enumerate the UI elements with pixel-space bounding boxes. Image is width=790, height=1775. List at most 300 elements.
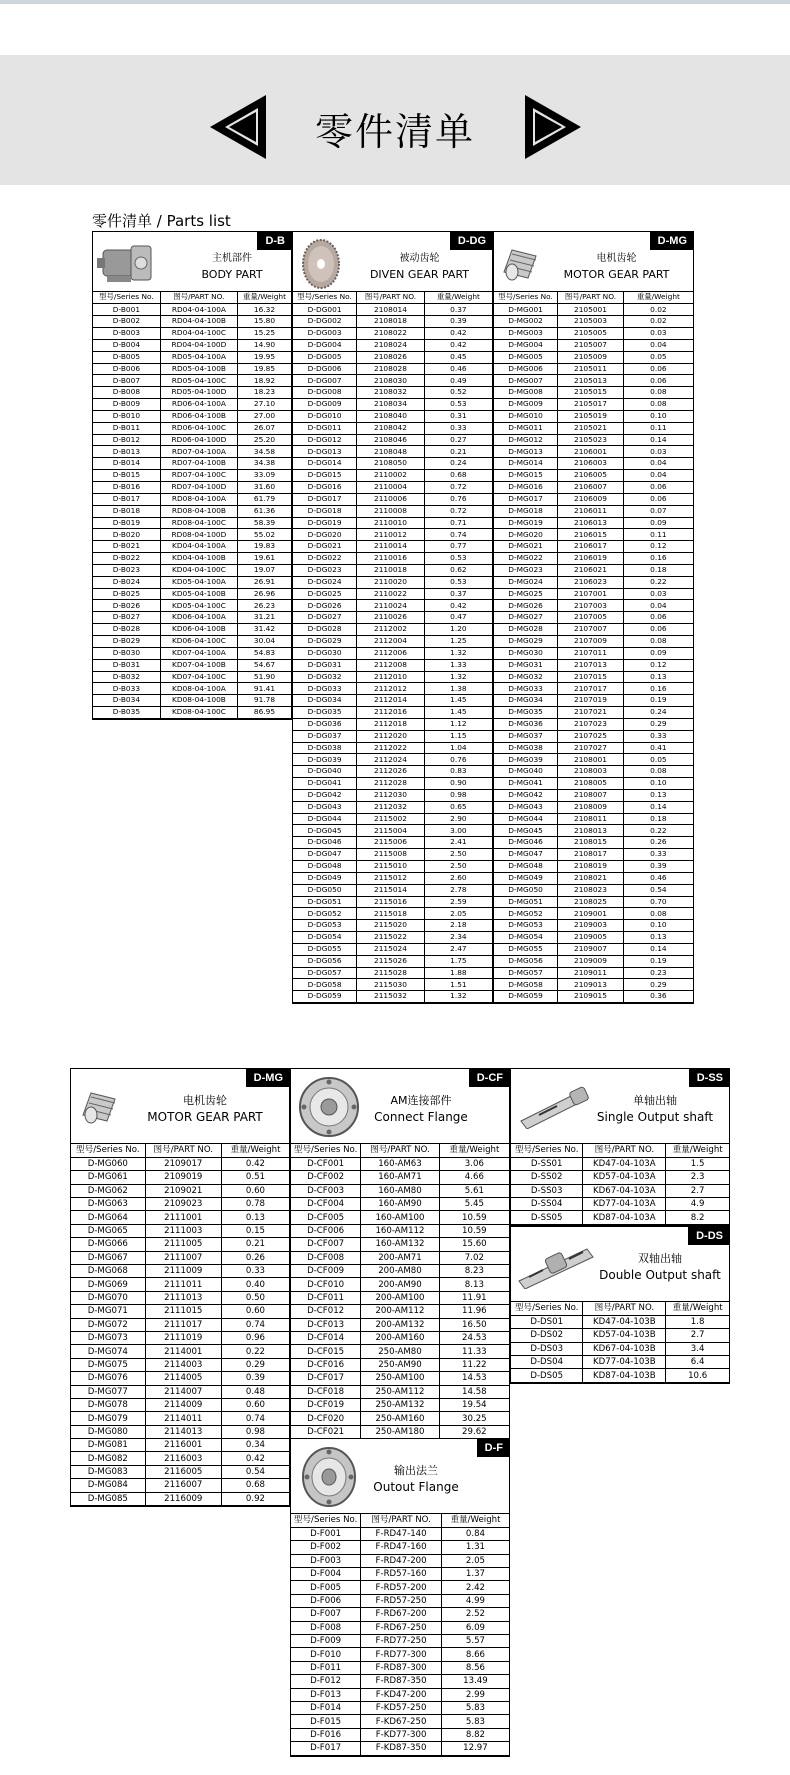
cell-series-no: D-B011 — [93, 422, 160, 434]
cell-series-no: D-MG028 — [494, 624, 558, 636]
table-row — [494, 529, 693, 541]
cell-weight: 3.4 — [666, 1342, 729, 1355]
table-row — [93, 351, 291, 363]
cell-series-no: D-CF002 — [291, 1171, 361, 1184]
top-rule — [0, 0, 790, 4]
cell-weight: 10.6 — [666, 1369, 729, 1382]
cell-weight: 0.24 — [623, 707, 693, 719]
cell-series-no: D-DG037 — [293, 730, 357, 742]
cell-part-no: 2111009 — [145, 1265, 221, 1278]
panel-header — [93, 232, 291, 292]
cell-weight: 0.40 — [221, 1278, 289, 1291]
cell-weight: 1.5 — [666, 1157, 729, 1170]
cell-part-no: KD06-04-100C — [160, 635, 237, 647]
cell-part-no: RD05-04-100C — [160, 375, 237, 387]
cell-series-no: D-DG046 — [293, 837, 357, 849]
table-row — [494, 683, 693, 695]
cell-series-no: D-DG059 — [293, 991, 357, 1003]
cell-weight: 8.82 — [441, 1728, 509, 1741]
cell-part-no: RD08-04-100B — [160, 505, 237, 517]
cell-series-no: D-MG035 — [494, 707, 558, 719]
table-row — [293, 896, 492, 908]
table-row — [93, 695, 291, 707]
cell-series-no: D-B009 — [93, 399, 160, 411]
cell-part-no: 2116003 — [145, 1452, 221, 1465]
cell-series-no: D-SS04 — [511, 1198, 583, 1211]
table-row — [291, 1372, 509, 1385]
table-row — [291, 1635, 509, 1648]
panel-title-en: DIVEN GEAR PART — [369, 267, 470, 281]
cell-series-no: D-MG027 — [494, 612, 558, 624]
cell-part-no: 2107015 — [558, 671, 624, 683]
table-row — [293, 707, 492, 719]
cell-weight: 0.76 — [424, 754, 492, 766]
cell-series-no: D-DG054 — [293, 932, 357, 944]
cell-weight: 0.47 — [424, 612, 492, 624]
next-arrow-icon[interactable] — [525, 95, 581, 159]
cell-series-no: D-MG054 — [494, 932, 558, 944]
table-row — [511, 1315, 729, 1328]
cell-part-no: 250-AM100 — [361, 1372, 439, 1385]
cell-weight: 0.19 — [623, 695, 693, 707]
cell-part-no: 2108003 — [558, 766, 624, 778]
cell-weight: 10.59 — [439, 1224, 509, 1237]
cell-series-no: D-B020 — [93, 529, 160, 541]
cell-series-no: D-F007 — [291, 1608, 361, 1621]
cell-weight: 2.41 — [424, 837, 492, 849]
cell-weight: 0.39 — [221, 1372, 289, 1385]
panel-code: D-CF — [469, 1069, 509, 1087]
table-row — [293, 339, 492, 351]
cell-part-no: 250-AM132 — [361, 1398, 439, 1411]
cell-part-no: 2114011 — [145, 1412, 221, 1425]
table-row — [494, 316, 693, 328]
cell-series-no: D-MG064 — [71, 1211, 145, 1224]
panel-title-en: Connect Flange — [374, 1109, 468, 1124]
cell-part-no: KD87-04-103B — [583, 1369, 666, 1382]
cell-weight: 54.83 — [238, 647, 291, 659]
cell-series-no: D-DG040 — [293, 766, 357, 778]
cell-series-no: D-F011 — [291, 1661, 361, 1674]
table-row — [93, 659, 291, 671]
cell-part-no: 2106011 — [558, 505, 624, 517]
cell-weight: 0.60 — [221, 1398, 289, 1411]
cell-weight: 1.38 — [424, 683, 492, 695]
cell-weight: 91.78 — [238, 695, 291, 707]
table-row — [494, 493, 693, 505]
cell-part-no: 2108011 — [558, 813, 624, 825]
table-row — [71, 1331, 289, 1344]
cell-weight: 0.53 — [424, 553, 492, 565]
cell-series-no: D-MG025 — [494, 588, 558, 600]
cell-weight: 0.13 — [623, 932, 693, 944]
panel-header — [494, 232, 693, 292]
table-row — [293, 742, 492, 754]
panel-header — [511, 1227, 729, 1302]
cell-weight: 1.12 — [424, 718, 492, 730]
table-row — [291, 1648, 509, 1661]
cell-weight: 0.36 — [623, 991, 693, 1003]
panel-motor-gear-continued — [70, 1068, 290, 1507]
cell-series-no: D-MG084 — [71, 1479, 145, 1492]
table-row — [71, 1305, 289, 1318]
cell-part-no: 2108009 — [558, 801, 624, 813]
cell-series-no: D-DG024 — [293, 576, 357, 588]
table-row — [494, 872, 693, 884]
cell-part-no: 2111019 — [145, 1331, 221, 1344]
cell-part-no: KD06-04-100B — [160, 624, 237, 636]
table-row — [71, 1465, 289, 1478]
table-row — [293, 943, 492, 955]
cell-weight: 1.32 — [424, 991, 492, 1003]
cell-series-no: D-CF018 — [291, 1385, 361, 1398]
cell-series-no: D-B013 — [93, 446, 160, 458]
table-row — [293, 825, 492, 837]
cell-series-no: D-B026 — [93, 600, 160, 612]
cell-part-no: 2106021 — [558, 564, 624, 576]
table-row — [511, 1184, 729, 1197]
cell-series-no: D-CF007 — [291, 1238, 361, 1251]
cell-series-no: D-MG075 — [71, 1358, 145, 1371]
cell-series-no: D-B024 — [93, 576, 160, 588]
table-row — [71, 1452, 289, 1465]
table-row — [93, 387, 291, 399]
cell-part-no: 2111017 — [145, 1318, 221, 1331]
cell-part-no: 2112030 — [357, 789, 425, 801]
cell-series-no: D-CF014 — [291, 1331, 361, 1344]
cell-part-no: 2105017 — [558, 399, 624, 411]
table-row — [293, 920, 492, 932]
cell-weight: 0.21 — [221, 1238, 289, 1251]
table-row — [93, 399, 291, 411]
table-row — [494, 884, 693, 896]
cell-series-no: D-DG019 — [293, 517, 357, 529]
cell-part-no: 160-AM100 — [361, 1211, 439, 1224]
cell-weight: 34.38 — [238, 458, 291, 470]
cell-weight: 0.68 — [424, 470, 492, 482]
table-row — [71, 1238, 289, 1251]
cell-weight: 0.33 — [623, 849, 693, 861]
cell-part-no: 200-AM100 — [361, 1291, 439, 1304]
banner-title: 零件清单 — [314, 110, 475, 154]
cell-part-no: 2112006 — [357, 647, 425, 659]
cell-part-no: KD05-04-100A — [160, 576, 237, 588]
table-row — [71, 1385, 289, 1398]
cell-weight: 19.83 — [238, 541, 291, 553]
table-row — [293, 564, 492, 576]
cell-weight: 18.23 — [238, 387, 291, 399]
cell-weight: 0.14 — [623, 943, 693, 955]
cell-part-no: 2106001 — [558, 446, 624, 458]
cell-weight: 0.09 — [623, 647, 693, 659]
cell-part-no: RD08-04-100A — [160, 493, 237, 505]
table-row — [293, 671, 492, 683]
cell-series-no: D-MG006 — [494, 363, 558, 375]
table-row — [93, 600, 291, 612]
cell-series-no: D-DG035 — [293, 707, 357, 719]
cell-series-no: D-MG058 — [494, 979, 558, 991]
table-row — [291, 1581, 509, 1594]
cell-weight: 3.00 — [424, 825, 492, 837]
cell-series-no: D-MG012 — [494, 434, 558, 446]
table-row — [293, 375, 492, 387]
table-row — [293, 328, 492, 340]
cell-weight: 0.54 — [623, 884, 693, 896]
cell-weight: 2.3 — [666, 1171, 729, 1184]
cell-series-no: D-MG047 — [494, 849, 558, 861]
cell-series-no: D-DG011 — [293, 422, 357, 434]
cell-series-no: D-MG041 — [494, 778, 558, 790]
cell-part-no: 2106015 — [558, 529, 624, 541]
cell-part-no: 2105021 — [558, 422, 624, 434]
cell-part-no: 2106017 — [558, 541, 624, 553]
cell-series-no: D-B018 — [93, 505, 160, 517]
cell-part-no: 2115006 — [357, 837, 425, 849]
cell-weight: 55.02 — [238, 529, 291, 541]
panel-title-en: Outout Flange — [373, 1479, 459, 1494]
cell-weight: 2.05 — [424, 908, 492, 920]
table-row — [93, 564, 291, 576]
table-row — [494, 422, 693, 434]
col-weight: 重量/Weight — [666, 1144, 729, 1157]
cell-part-no: 2110008 — [357, 505, 425, 517]
cell-weight: 6.09 — [441, 1621, 509, 1634]
cell-series-no: D-DG048 — [293, 861, 357, 873]
cell-part-no: 2109021 — [145, 1184, 221, 1197]
cell-series-no: D-CF019 — [291, 1398, 361, 1411]
cell-series-no: D-MG040 — [494, 766, 558, 778]
cell-series-no: D-F002 — [291, 1541, 361, 1554]
cell-weight: 0.04 — [623, 339, 693, 351]
cell-series-no: D-MG019 — [494, 517, 558, 529]
cell-weight: 2.47 — [424, 943, 492, 955]
cell-part-no: 200-AM160 — [361, 1331, 439, 1344]
gear-icon — [299, 238, 343, 290]
cell-part-no: 2109009 — [558, 955, 624, 967]
cell-part-no: 2109017 — [145, 1157, 221, 1170]
table-row — [93, 529, 291, 541]
cell-weight: 0.26 — [221, 1251, 289, 1264]
cell-series-no: D-CF015 — [291, 1345, 361, 1358]
cell-part-no: 2112014 — [357, 695, 425, 707]
cell-weight: 0.21 — [424, 446, 492, 458]
cell-part-no: RD06-04-100A — [160, 399, 237, 411]
cell-weight: 15.60 — [439, 1238, 509, 1251]
cell-part-no: 2107021 — [558, 707, 624, 719]
panel-code: D-SS — [689, 1069, 729, 1087]
cell-series-no: D-CF011 — [291, 1291, 361, 1304]
cell-weight: 0.72 — [424, 505, 492, 517]
table-row — [494, 505, 693, 517]
table-row — [291, 1527, 509, 1540]
cell-part-no: 2110002 — [357, 470, 425, 482]
panel-title — [581, 1093, 729, 1126]
cell-part-no: 2112026 — [357, 766, 425, 778]
cell-series-no: D-DG044 — [293, 813, 357, 825]
cell-part-no: 2110026 — [357, 612, 425, 624]
cell-part-no: 2105007 — [558, 339, 624, 351]
cell-part-no: 2116001 — [145, 1439, 221, 1452]
cell-part-no: 2110010 — [357, 517, 425, 529]
table-row — [93, 553, 291, 565]
cell-series-no: D-DG036 — [293, 718, 357, 730]
cell-part-no: 2106003 — [558, 458, 624, 470]
cell-part-no: 250-AM90 — [361, 1358, 439, 1371]
cell-part-no: 2115014 — [357, 884, 425, 896]
cell-weight: 0.83 — [424, 766, 492, 778]
table-row — [291, 1425, 509, 1438]
table-row — [93, 612, 291, 624]
cell-part-no: RD06-04-100D — [160, 434, 237, 446]
cell-series-no: D-DG021 — [293, 541, 357, 553]
cell-weight: 0.46 — [424, 363, 492, 375]
cell-weight: 0.19 — [623, 955, 693, 967]
cell-part-no: 2105011 — [558, 363, 624, 375]
cell-part-no: F-RD57-250 — [361, 1594, 442, 1607]
table-row — [293, 399, 492, 411]
cell-part-no: 2108022 — [357, 328, 425, 340]
col-series: 型号/Series No. — [494, 292, 558, 304]
cell-weight: 0.84 — [441, 1527, 509, 1540]
cell-series-no: D-MG008 — [494, 387, 558, 399]
cell-part-no: 2115004 — [357, 825, 425, 837]
cell-weight: 0.42 — [424, 339, 492, 351]
table-row — [293, 541, 492, 553]
table-row — [291, 1198, 509, 1211]
col-weight: 重量/Weight — [238, 292, 291, 304]
cell-weight: 0.39 — [623, 861, 693, 873]
table-row — [93, 470, 291, 482]
cell-weight: 0.39 — [424, 316, 492, 328]
cell-part-no: 2110016 — [357, 553, 425, 565]
panel-diven-gear — [292, 231, 493, 1004]
cell-series-no: D-DG039 — [293, 754, 357, 766]
cell-weight: 1.45 — [424, 695, 492, 707]
cell-weight: 34.58 — [238, 446, 291, 458]
table-row — [291, 1661, 509, 1674]
cell-weight: 0.04 — [623, 470, 693, 482]
cell-part-no: 2108014 — [357, 304, 425, 316]
output-flange-icon — [299, 1445, 359, 1509]
cell-series-no: D-B015 — [93, 470, 160, 482]
cell-weight: 1.88 — [424, 967, 492, 979]
cell-part-no: 2111005 — [145, 1238, 221, 1251]
cell-part-no: 160-AM90 — [361, 1198, 439, 1211]
cell-part-no: 2115012 — [357, 872, 425, 884]
panel-title — [540, 252, 693, 282]
double-shaft-icon — [517, 1241, 599, 1289]
table-row — [93, 375, 291, 387]
cell-series-no: D-MG022 — [494, 553, 558, 565]
panel-title-cn: 单轴出轴 — [633, 1094, 677, 1107]
cell-weight: 0.52 — [424, 387, 492, 399]
cell-part-no: 2109003 — [558, 920, 624, 932]
cell-part-no: 2106013 — [558, 517, 624, 529]
cell-part-no: 2107017 — [558, 683, 624, 695]
cell-series-no: D-MG044 — [494, 813, 558, 825]
cell-part-no: 2115002 — [357, 813, 425, 825]
table-row — [293, 778, 492, 790]
cell-part-no: 160-AM112 — [361, 1224, 439, 1237]
table-row — [291, 1701, 509, 1714]
table-row — [494, 671, 693, 683]
cell-series-no: D-MG011 — [494, 422, 558, 434]
cell-part-no: 2107009 — [558, 635, 624, 647]
col-weight: 重量/Weight — [424, 292, 492, 304]
cell-weight: 0.60 — [221, 1305, 289, 1318]
table-row — [93, 328, 291, 340]
cell-part-no: 2108026 — [357, 351, 425, 363]
cell-series-no: D-F008 — [291, 1621, 361, 1634]
table-row — [494, 742, 693, 754]
cell-part-no: 2107005 — [558, 612, 624, 624]
cell-weight: 1.32 — [424, 671, 492, 683]
cell-weight: 8.66 — [441, 1648, 509, 1661]
cell-series-no: D-DG032 — [293, 671, 357, 683]
cell-series-no: D-MG009 — [494, 399, 558, 411]
cell-weight: 0.76 — [424, 493, 492, 505]
table-row — [494, 612, 693, 624]
table-row — [93, 493, 291, 505]
table-row — [494, 955, 693, 967]
table-row — [494, 470, 693, 482]
table-row — [494, 825, 693, 837]
cell-part-no: RD08-04-100C — [160, 517, 237, 529]
cell-weight: 86.95 — [238, 707, 291, 719]
cell-series-no: D-MG038 — [494, 742, 558, 754]
cell-series-no: D-MG057 — [494, 967, 558, 979]
table-row — [71, 1372, 289, 1385]
cell-weight: 14.53 — [439, 1372, 509, 1385]
cell-weight: 30.04 — [238, 635, 291, 647]
cell-series-no: D-MG005 — [494, 351, 558, 363]
table-row — [293, 635, 492, 647]
table-row — [494, 837, 693, 849]
cell-series-no: D-DG029 — [293, 635, 357, 647]
cell-part-no: RD04-04-100D — [160, 339, 237, 351]
cell-series-no: D-DG027 — [293, 612, 357, 624]
cell-series-no: D-MG017 — [494, 493, 558, 505]
col-weight: 重量/Weight — [221, 1144, 289, 1157]
table-row — [71, 1425, 289, 1438]
cell-weight: 0.96 — [221, 1331, 289, 1344]
cell-weight: 0.68 — [221, 1479, 289, 1492]
cell-weight: 0.08 — [623, 399, 693, 411]
table-row — [494, 482, 693, 494]
cell-weight: 0.02 — [623, 304, 693, 316]
col-part: 图号/PART NO. — [361, 1514, 442, 1527]
panel-title — [121, 1093, 289, 1126]
cell-part-no: 200-AM132 — [361, 1318, 439, 1331]
table-row — [494, 375, 693, 387]
panel-title-en: Single Output shaft — [596, 1109, 714, 1124]
table-row — [293, 588, 492, 600]
cell-weight: 0.42 — [424, 600, 492, 612]
table-row — [511, 1171, 729, 1184]
table-row — [293, 967, 492, 979]
cell-part-no: KD47-04-103B — [583, 1315, 666, 1328]
cell-weight: 0.42 — [221, 1452, 289, 1465]
cell-series-no: D-MG071 — [71, 1305, 145, 1318]
table-row — [494, 943, 693, 955]
cell-weight: 16.50 — [439, 1318, 509, 1331]
cell-series-no: D-MG059 — [494, 991, 558, 1003]
panel-double-output-shaft — [510, 1226, 730, 1384]
cell-weight: 5.61 — [439, 1184, 509, 1197]
cell-weight: 2.78 — [424, 884, 492, 896]
table-row — [93, 576, 291, 588]
cell-series-no: D-B034 — [93, 695, 160, 707]
